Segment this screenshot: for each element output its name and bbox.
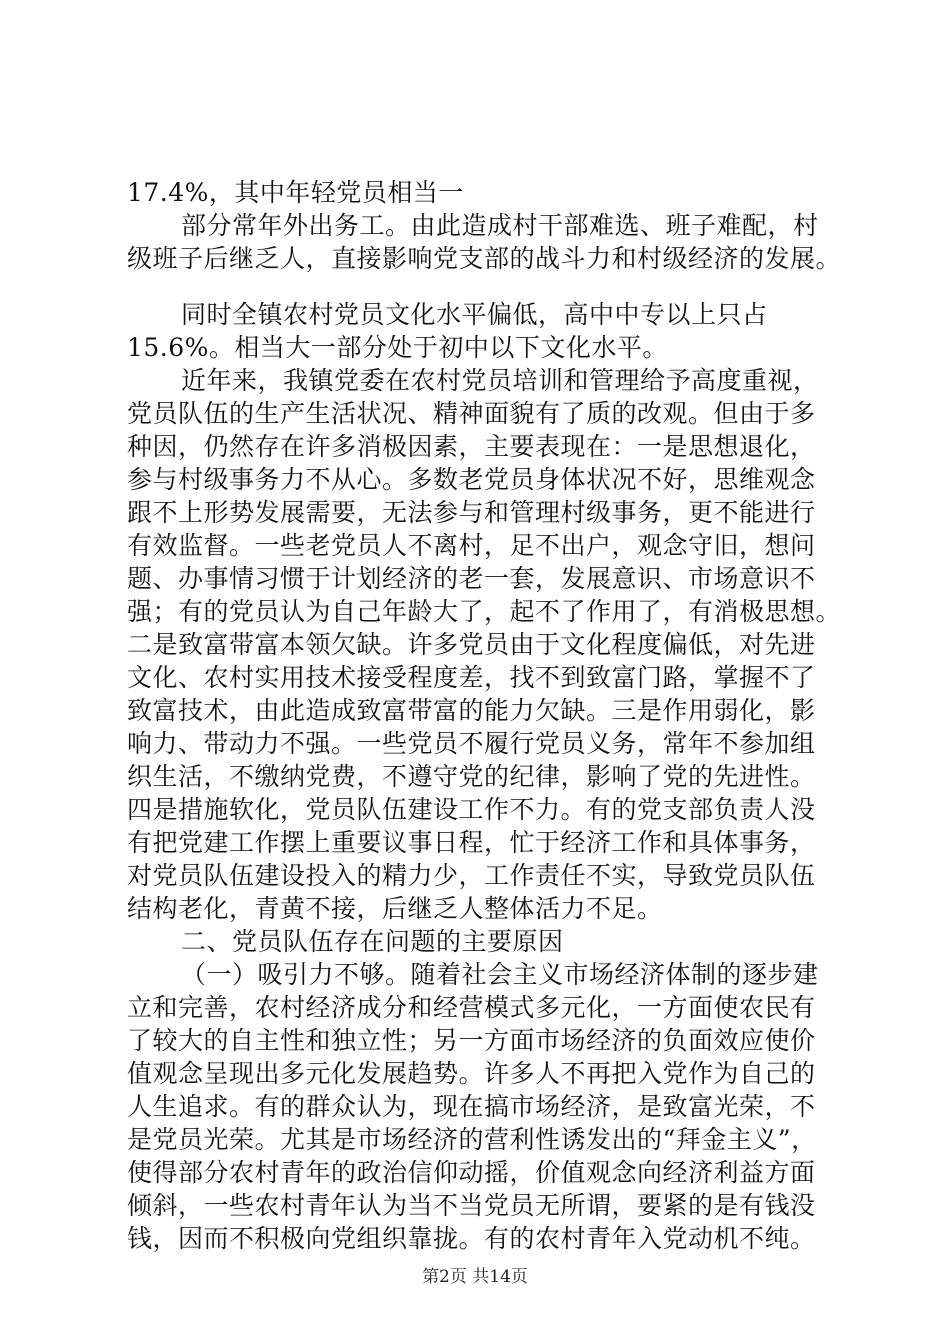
text-line: 织生活，不缴纳党费，不遵守党的纪律，影响了党的先进性。 [127,762,816,791]
text-line: 15.6%。相当大一部分处于初中以下文化水平。 [127,333,668,362]
text-line: 钱，因而不积极向党组织靠拢。有的农村青年入党动机不纯。 [127,1224,816,1253]
text-line: 值观念呈现出多元化发展趋势。许多人不再把入党作为自己的 [127,1059,816,1088]
text-line: 党员队伍的生产生活状况、精神面貌有了质的改观。但由于多 [127,399,816,428]
text-line: 响力、带动力不强。一些党员不履行党员义务，常年不参加组 [127,729,816,758]
text-line: 使得部分农村青年的政治信仰动摇，价值观念向经济利益方面 [127,1158,816,1187]
text-line: 倾斜，一些农村青年认为当不当党员无所谓，要紧的是有钱没 [127,1191,816,1220]
text-line: 有效监督。一些老党员人不离村，足不出户，观念守旧，想问 [127,531,816,560]
text-line: 文化、农村实用技术接受程度差，找不到致富门路，掌握不了 [127,663,816,692]
text-line: 对党员队伍建设投入的精力少，工作责任不实，导致党员队伍 [127,861,816,890]
text-line: 是党员光荣。尤其是市场经济的营利性诱发出的“拜金主义”， [127,1125,817,1154]
text-line: 跟不上形势发展需要，无法参与和管理村级事务，更不能进行 [127,498,816,527]
text-line: 人生追求。有的群众认为，现在搞市场经济，是致富光荣，不 [127,1092,816,1121]
text-line: 致富技术，由此造成致富带富的能力欠缺。三是作用弱化，影 [127,696,816,725]
text-line: （一）吸引力不够。随着社会主义市场经济体制的逐步建 [181,960,819,989]
text-line: 种因，仍然存在许多消极因素，主要表现在：一是思想退化， [127,432,816,461]
text-line: 四是措施软化，党员队伍建设工作不力。有的党支部负责人没 [127,795,816,824]
section-heading: 二、党员队伍存在问题的主要原因 [181,927,564,956]
text-line: 同时全镇农村党员文化水平偏低，高中中专以上只占 [181,300,768,329]
text-line: 强；有的党员认为自己年龄大了，起不了作用了，有消极思想。 [127,597,842,626]
text-line: 参与村级事务力不从心。多数老党员身体状况不好，思维观念 [127,465,816,494]
text-line: 立和完善，农村经济成分和经营模式多元化，一方面使农民有 [127,993,816,1022]
page-footer: 第2页 共14页 [422,1267,528,1287]
text-line: 部分常年外出务工。由此造成村干部难选、班子难配，村 [181,211,819,240]
text-line: 题、办事情习惯于计划经济的老一套，发展意识、市场意识不 [127,564,816,593]
text-line: 级班子后继乏人，直接影响党支部的战斗力和村级经济的发展。 [127,244,842,273]
text-line: 结构老化，青黄不接，后继乏人整体活力不足。 [127,894,663,923]
text-line: 17.4%，其中年轻党员相当一 [127,178,464,207]
text-line: 近年来，我镇党委在农村党员培训和管理给予高度重视， [181,366,819,395]
text-line: 有把党建工作摆上重要议事日程，忙于经济工作和具体事务， [127,828,816,857]
text-line: 了较大的自主性和独立性；另一方面市场经济的负面效应使价 [127,1026,816,1055]
text-line: 二是致富带富本领欠缺。许多党员由于文化程度偏低，对先进 [127,630,816,659]
